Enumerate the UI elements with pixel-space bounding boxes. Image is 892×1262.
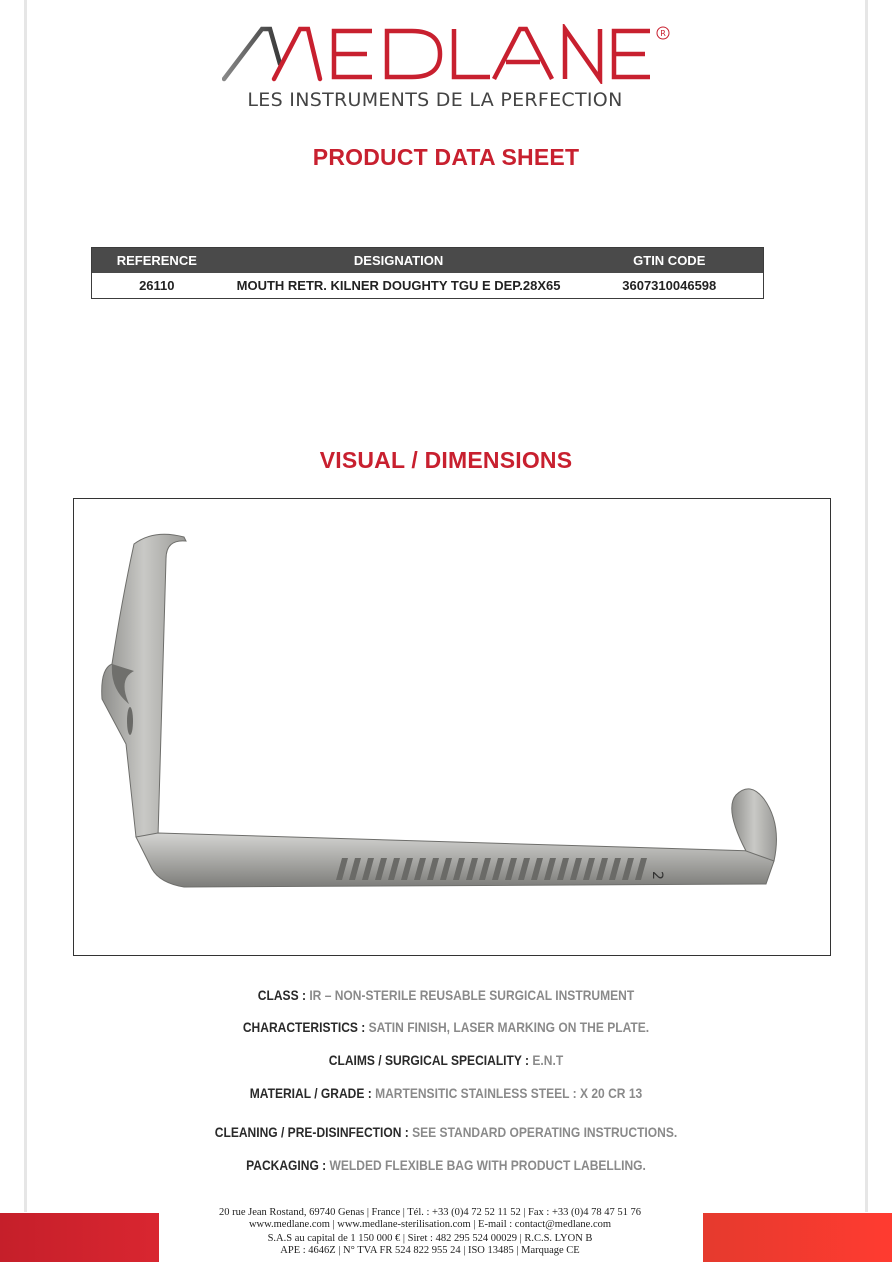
footer-red-bar-left — [0, 1213, 159, 1262]
spec-class — [62, 987, 829, 1003]
spec-claims-value: E.N.T — [529, 1052, 564, 1068]
spec-class-label: CLASS : — [257, 987, 306, 1003]
page-frame-left — [24, 0, 27, 1212]
spec-packaging-value: WELDED FLEXIBLE BAG WITH PRODUCT LABELLING. — [326, 1157, 646, 1173]
retractor-image — [74, 499, 830, 955]
spec-packaging-label: PACKAGING : — [246, 1157, 327, 1173]
spec-cleaning-value: SEE STANDARD OPERATING INSTRUCTIONS. — [408, 1124, 678, 1140]
cell-designation: MOUTH RETR. KILNER DOUGHTY TGU E DEP.28X65 — [236, 278, 561, 293]
footer-address: 20 rue Jean Rostand, 69740 Genas | France | Tél. : +33 (0)4 72 52 11 52 | Fax : +33 (0)4 78 47 51 76 — [218, 1207, 642, 1218]
spec-characteristics-value: SATIN FINISH, LASER MARKING ON THE PLATE. — [365, 1019, 650, 1035]
table-header-row — [92, 248, 763, 273]
cell-gtin: 3607310046598 — [622, 278, 717, 293]
spec-cleaning — [62, 1124, 829, 1140]
header-reference: REFERENCE — [116, 253, 197, 268]
footer-web: www.medlane.com | www.medlane-sterilisation.com | E-mail : contact@medlane.com — [248, 1219, 612, 1230]
footer-red-bar-right — [703, 1213, 892, 1262]
cell-reference: 26110 — [139, 278, 175, 293]
header-designation: DESIGNATION — [353, 253, 444, 268]
header-gtin: GTIN CODE — [633, 253, 706, 268]
spec-characteristics-label: CHARACTERISTICS : — [242, 1019, 366, 1035]
tagline: LES INSTRUMENTS DE LA PERFECTION — [247, 89, 623, 111]
product-data-sheet-heading: PRODUCT DATA SHEET — [312, 144, 580, 170]
spec-claims — [62, 1052, 829, 1068]
page-frame-right — [865, 0, 868, 1212]
spec-claims-label: CLAIMS / SURGICAL SPECIALITY : — [328, 1052, 530, 1068]
svg-text:R: R — [660, 29, 666, 38]
spec-cleaning-label: CLEANING / PRE-DISINFECTION : — [214, 1124, 409, 1140]
spec-material — [62, 1085, 829, 1101]
table-row — [92, 273, 763, 298]
laser-mark: 2 — [649, 871, 665, 880]
footer-company: S.A.S au capital de 1 150 000 € | Siret : 482 295 524 00029 | R.C.S. LYON B — [267, 1233, 593, 1244]
reference-table — [91, 247, 764, 299]
spec-material-label: MATERIAL / GRADE : — [249, 1085, 372, 1101]
spec-characteristics — [62, 1019, 829, 1035]
visual-dimensions-heading: VISUAL / DIMENSIONS — [319, 447, 573, 473]
product-image-frame — [73, 498, 831, 956]
spec-packaging — [62, 1157, 829, 1173]
medlane-logo — [222, 24, 672, 84]
footer-registration: APE : 4646Z | N° TVA FR 524 822 955 24 | ISO 13485 | Marquage CE — [280, 1245, 580, 1256]
spec-material-value: MARTENSITIC STAINLESS STEEL : X 20 CR 13 — [371, 1085, 643, 1101]
spec-class-value: IR – NON-STERILE REUSABLE SURGICAL INSTRUMENT — [305, 987, 635, 1003]
